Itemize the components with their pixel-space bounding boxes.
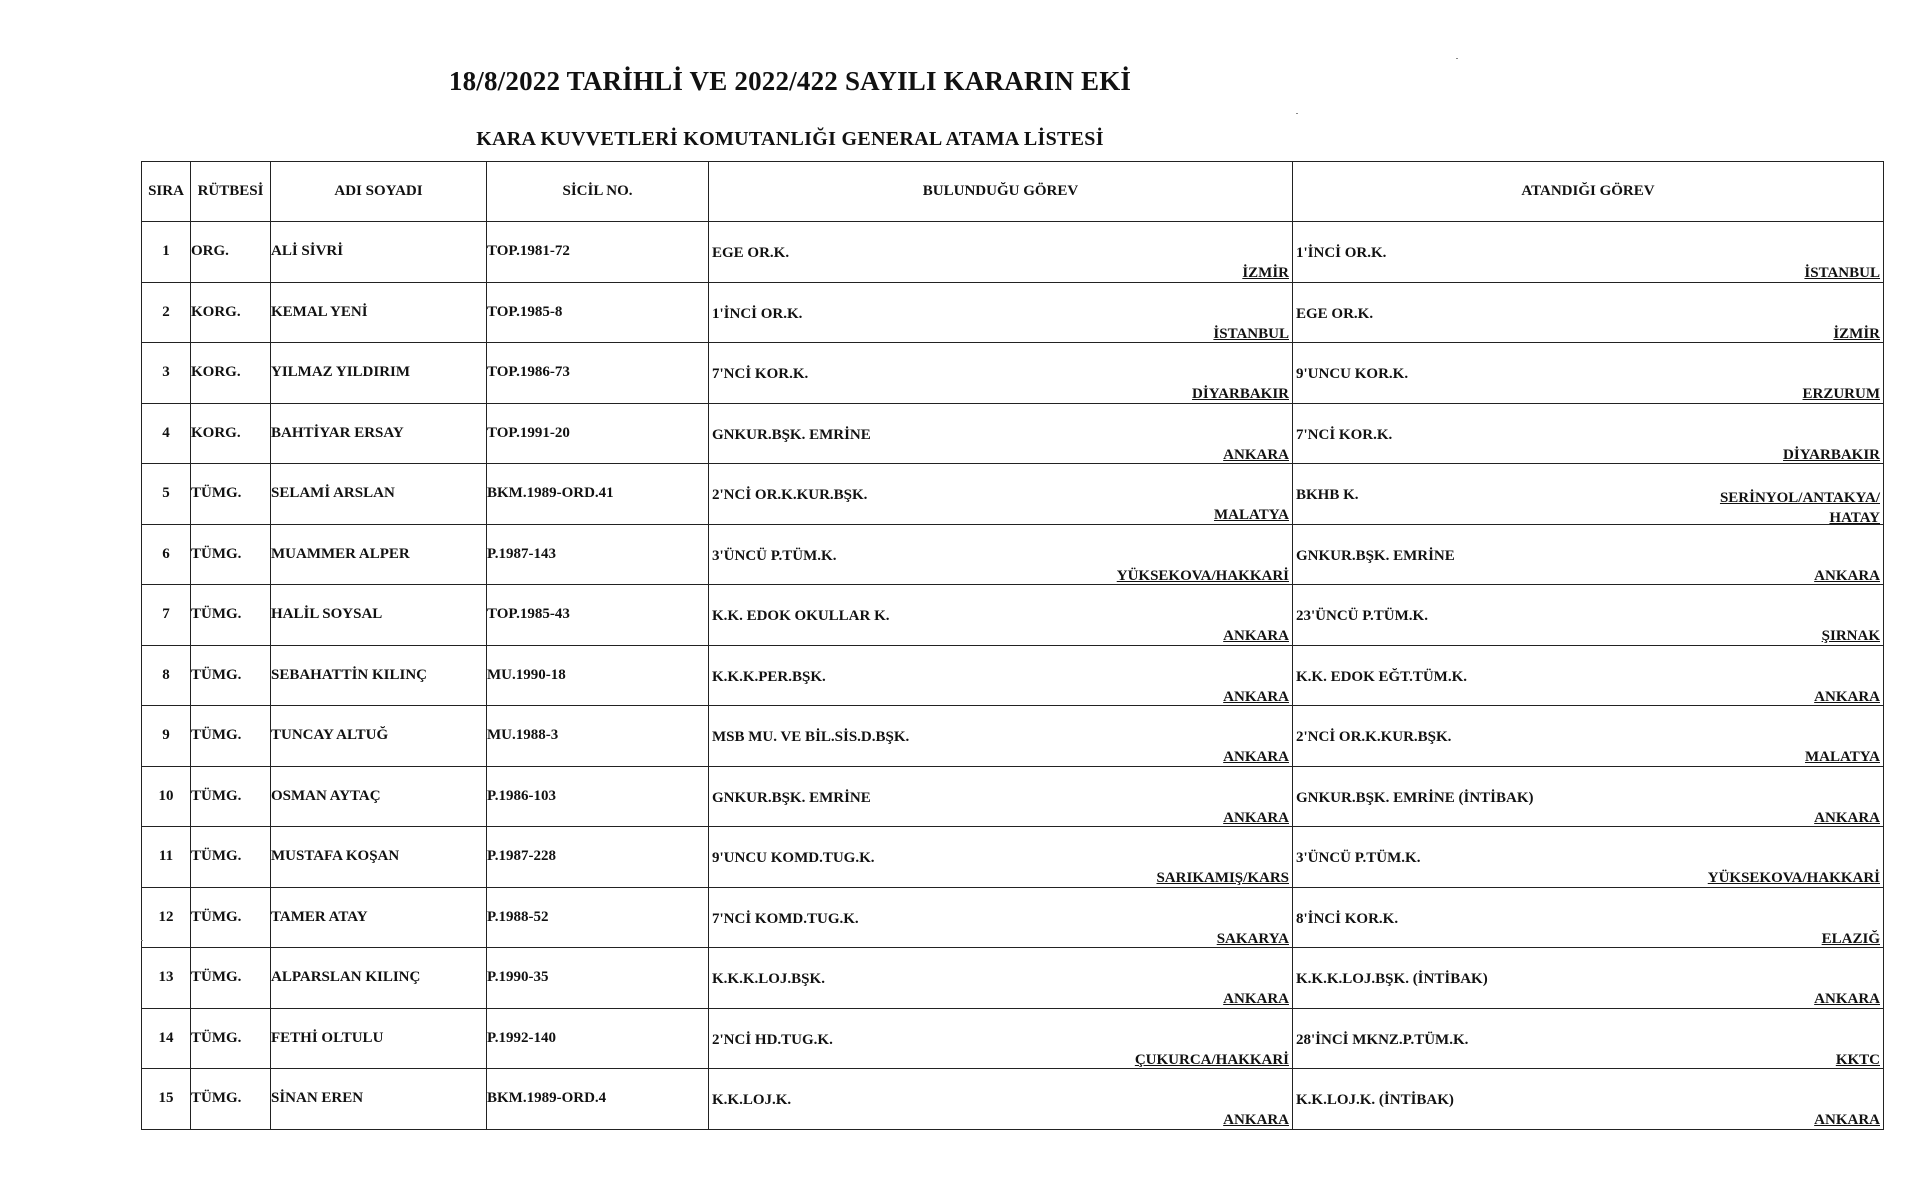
cell-bulundugu (709, 645, 1293, 706)
bulundugu-unit: K.K.K.PER.BŞK. (712, 668, 826, 685)
bulundugu-unit: 1'İNCİ OR.K. (712, 305, 803, 322)
cell-sira: 6 (142, 524, 191, 585)
bulundugu-location: ÇUKURCA/HAKKARİ (1134, 1051, 1289, 1068)
cell-sira: 13 (142, 948, 191, 1009)
table-header-row (142, 162, 1884, 222)
cell-rutbe: TÜMG. (191, 1008, 271, 1069)
cell-sicil: TOP.1991-20 (487, 403, 709, 464)
table-row (142, 887, 1884, 948)
column-header-rutbe: RÜTBESİ (191, 162, 271, 222)
cell-rutbe: TÜMG. (191, 766, 271, 827)
cell-bulundugu (709, 706, 1293, 767)
cell-sicil: TOP.1985-8 (487, 282, 709, 343)
bulundugu-unit: K.K. EDOK OKULLAR K. (712, 608, 890, 625)
bulundugu-unit: MSB MU. VE BİL.SİS.D.BŞK. (712, 729, 910, 746)
cell-sicil: P.1986-103 (487, 766, 709, 827)
cell-sira: 9 (142, 706, 191, 767)
cell-bulundugu (709, 464, 1293, 525)
atandigi-unit: 3'ÜNCÜ P.TÜM.K. (1296, 850, 1421, 867)
cell-ad-soyad: SELAMİ ARSLAN (271, 464, 487, 525)
column-header-bulundugu: BULUNDUĞU GÖREV (709, 162, 1293, 222)
cell-rutbe: TÜMG. (191, 948, 271, 1009)
scan-speck (1456, 58, 1458, 59)
bulundugu-location: DİYARBAKIR (1192, 386, 1289, 403)
cell-bulundugu (709, 1069, 1293, 1130)
cell-sicil: BKM.1989-ORD.41 (487, 464, 709, 525)
cell-bulundugu (709, 766, 1293, 827)
bulundugu-unit: 9'UNCU KOMD.TUG.K. (712, 850, 875, 867)
cell-ad-soyad: FETHİ OLTULU (271, 1008, 487, 1069)
atandigi-unit: 28'İNCİ MKNZ.P.TÜM.K. (1296, 1031, 1469, 1048)
column-header-sira: SIRA (142, 162, 191, 222)
bulundugu-location: ANKARA (1223, 446, 1289, 463)
column-header-ad: ADI SOYADI (271, 162, 487, 222)
cell-sicil: P.1988-52 (487, 887, 709, 948)
cell-sicil: P.1992-140 (487, 1008, 709, 1069)
cell-ad-soyad: MUSTAFA KOŞAN (271, 827, 487, 888)
bulundugu-location: ANKARA (1223, 809, 1289, 826)
cell-sira: 15 (142, 1069, 191, 1130)
cell-rutbe: KORG. (191, 343, 271, 404)
cell-rutbe: TÜMG. (191, 706, 271, 767)
cell-atandigi (1293, 766, 1884, 827)
atandigi-unit: GNKUR.BŞK. EMRİNE (İNTİBAK) (1296, 789, 1534, 806)
atandigi-unit: K.K.LOJ.K. (İNTİBAK) (1296, 1092, 1454, 1109)
document-title: 18/8/2022 TARİHLİ VE 2022/422 SAYILI KARARIN EKİ (448, 66, 1132, 96)
cell-ad-soyad: HALİL SOYSAL (271, 585, 487, 646)
cell-rutbe: TÜMG. (191, 887, 271, 948)
atandigi-location: YÜKSEKOVA/HAKKARİ (1707, 870, 1880, 887)
atandigi-location: ANKARA (1814, 1112, 1880, 1129)
cell-sira: 7 (142, 585, 191, 646)
cell-bulundugu (709, 222, 1293, 283)
cell-sira: 1 (142, 222, 191, 283)
cell-sira: 4 (142, 403, 191, 464)
bulundugu-unit: K.K.LOJ.K. (712, 1092, 792, 1109)
cell-ad-soyad: KEMAL YENİ (271, 282, 487, 343)
table-row (142, 524, 1884, 585)
bulundugu-unit: 2'NCİ OR.K.KUR.BŞK. (712, 487, 868, 504)
cell-sira: 3 (142, 343, 191, 404)
atandigi-unit: 23'ÜNCÜ P.TÜM.K. (1296, 608, 1428, 625)
bulundugu-unit: 7'NCİ KOMD.TUG.K. (712, 910, 859, 927)
scan-speck (141, 940, 143, 941)
table-row (142, 827, 1884, 888)
bulundugu-unit: EGE OR.K. (712, 245, 790, 262)
bulundugu-location: YÜKSEKOVA/HAKKARİ (1116, 567, 1289, 584)
cell-sira: 10 (142, 766, 191, 827)
atandigi-unit: 8'İNCİ KOR.K. (1296, 910, 1399, 927)
atandigi-unit: 9'UNCU KOR.K. (1296, 366, 1409, 383)
cell-ad-soyad: SİNAN EREN (271, 1069, 487, 1130)
bulundugu-location: SAKARYA (1216, 930, 1289, 947)
bulundugu-unit: GNKUR.BŞK. EMRİNE (712, 789, 871, 806)
cell-bulundugu (709, 403, 1293, 464)
table-row (142, 282, 1884, 343)
cell-atandigi (1293, 343, 1884, 404)
cell-sicil: MU.1990-18 (487, 645, 709, 706)
atandigi-location: KKTC (1835, 1051, 1880, 1068)
bulundugu-unit: 7'NCİ KOR.K. (712, 366, 809, 383)
table-row (142, 222, 1884, 283)
cell-rutbe: ORG. (191, 222, 271, 283)
cell-ad-soyad: MUAMMER ALPER (271, 524, 487, 585)
atandigi-location: ANKARA (1814, 567, 1880, 584)
bulundugu-location: ANKARA (1223, 991, 1289, 1008)
cell-atandigi (1293, 827, 1884, 888)
bulundugu-location: ANKARA (1223, 628, 1289, 645)
document-subtitle: KARA KUVVETLERİ KOMUTANLIĞI GENERAL ATAMA LİSTESİ (476, 128, 1104, 150)
cell-rutbe: TÜMG. (191, 827, 271, 888)
cell-sicil: P.1987-228 (487, 827, 709, 888)
cell-sicil: TOP.1986-73 (487, 343, 709, 404)
atandigi-unit: 2'NCİ OR.K.KUR.BŞK. (1296, 729, 1452, 746)
cell-rutbe: TÜMG. (191, 524, 271, 585)
atandigi-unit: K.K.K.LOJ.BŞK. (İNTİBAK) (1296, 971, 1488, 988)
column-header-atandigi: ATANDIĞI GÖREV (1293, 162, 1884, 222)
cell-ad-soyad: BAHTİYAR ERSAY (271, 403, 487, 464)
atandigi-unit: 7'NCİ KOR.K. (1296, 426, 1393, 443)
cell-atandigi (1293, 887, 1884, 948)
appointment-table (141, 161, 1884, 1130)
bulundugu-location: İZMİR (1242, 265, 1289, 282)
bulundugu-location: ANKARA (1223, 688, 1289, 705)
cell-atandigi (1293, 282, 1884, 343)
cell-sicil: P.1990-35 (487, 948, 709, 1009)
cell-bulundugu (709, 585, 1293, 646)
cell-atandigi (1293, 585, 1884, 646)
cell-bulundugu (709, 1008, 1293, 1069)
table-row (142, 766, 1884, 827)
bulundugu-location: ANKARA (1223, 1112, 1289, 1129)
cell-sira: 5 (142, 464, 191, 525)
cell-sira: 11 (142, 827, 191, 888)
cell-atandigi (1293, 706, 1884, 767)
atandigi-location: DİYARBAKIR (1783, 446, 1880, 463)
cell-atandigi (1293, 948, 1884, 1009)
cell-ad-soyad: YILMAZ YILDIRIM (271, 343, 487, 404)
bulundugu-location: SARIKAMIŞ/KARS (1156, 870, 1289, 887)
cell-sicil: MU.1988-3 (487, 706, 709, 767)
cell-sira: 8 (142, 645, 191, 706)
table-row (142, 585, 1884, 646)
bulundugu-unit: 3'ÜNCÜ P.TÜM.K. (712, 547, 837, 564)
cell-bulundugu (709, 948, 1293, 1009)
cell-atandigi (1293, 464, 1884, 525)
cell-atandigi (1293, 1008, 1884, 1069)
cell-atandigi (1293, 1069, 1884, 1130)
table-row (142, 1008, 1884, 1069)
cell-atandigi (1293, 645, 1884, 706)
table-row (142, 706, 1884, 767)
atandigi-location: ANKARA (1814, 809, 1880, 826)
cell-rutbe: TÜMG. (191, 1069, 271, 1130)
atandigi-location: MALATYA (1804, 749, 1880, 766)
cell-sicil: TOP.1985-43 (487, 585, 709, 646)
cell-sira: 2 (142, 282, 191, 343)
atandigi-location: ERZURUM (1802, 386, 1880, 403)
cell-sicil: BKM.1989-ORD.4 (487, 1069, 709, 1130)
cell-rutbe: TÜMG. (191, 645, 271, 706)
table-row (142, 645, 1884, 706)
bulundugu-location: ANKARA (1223, 749, 1289, 766)
cell-bulundugu (709, 282, 1293, 343)
atandigi-location: SERİNYOL/ANTAKYA/ HATAY (1719, 490, 1880, 527)
cell-bulundugu (709, 827, 1293, 888)
cell-bulundugu (709, 887, 1293, 948)
atandigi-location: ŞIRNAK (1821, 628, 1880, 645)
cell-rutbe: KORG. (191, 403, 271, 464)
scan-speck (1296, 113, 1298, 114)
cell-ad-soyad: TAMER ATAY (271, 887, 487, 948)
atandigi-unit: K.K. EDOK EĞT.TÜM.K. (1296, 668, 1467, 685)
atandigi-location: İZMİR (1833, 325, 1880, 342)
cell-atandigi (1293, 524, 1884, 585)
cell-sicil: TOP.1981-72 (487, 222, 709, 283)
cell-ad-soyad: SEBAHATTİN KILINÇ (271, 645, 487, 706)
bulundugu-location: MALATYA (1213, 507, 1289, 524)
bulundugu-unit: 2'NCİ HD.TUG.K. (712, 1031, 833, 1048)
bulundugu-unit: K.K.K.LOJ.BŞK. (712, 971, 825, 988)
cell-bulundugu (709, 524, 1293, 585)
cell-rutbe: TÜMG. (191, 585, 271, 646)
atandigi-unit: 1'İNCİ OR.K. (1296, 245, 1387, 262)
cell-rutbe: KORG. (191, 282, 271, 343)
table-row (142, 464, 1884, 525)
cell-atandigi (1293, 222, 1884, 283)
table-body (142, 222, 1884, 1130)
cell-sira: 14 (142, 1008, 191, 1069)
cell-sicil: P.1987-143 (487, 524, 709, 585)
atandigi-location: ELAZIĞ (1821, 930, 1880, 947)
cell-rutbe: TÜMG. (191, 464, 271, 525)
atandigi-location: ANKARA (1814, 991, 1880, 1008)
cell-ad-soyad: ALPARSLAN KILINÇ (271, 948, 487, 1009)
cell-sira: 12 (142, 887, 191, 948)
table-row (142, 343, 1884, 404)
atandigi-location: ANKARA (1814, 688, 1880, 705)
bulundugu-unit: GNKUR.BŞK. EMRİNE (712, 426, 871, 443)
cell-ad-soyad: ALİ SİVRİ (271, 222, 487, 283)
cell-ad-soyad: OSMAN AYTAÇ (271, 766, 487, 827)
atandigi-location: İSTANBUL (1804, 265, 1880, 282)
cell-atandigi (1293, 403, 1884, 464)
table-row (142, 948, 1884, 1009)
table-row (142, 1069, 1884, 1130)
atandigi-unit: BKHB K. (1296, 487, 1359, 504)
cell-bulundugu (709, 343, 1293, 404)
cell-ad-soyad: TUNCAY ALTUĞ (271, 706, 487, 767)
atandigi-unit: GNKUR.BŞK. EMRİNE (1296, 547, 1455, 564)
bulundugu-location: İSTANBUL (1213, 325, 1289, 342)
atandigi-unit: EGE OR.K. (1296, 305, 1374, 322)
column-header-sicil: SİCİL NO. (487, 162, 709, 222)
table-row (142, 403, 1884, 464)
